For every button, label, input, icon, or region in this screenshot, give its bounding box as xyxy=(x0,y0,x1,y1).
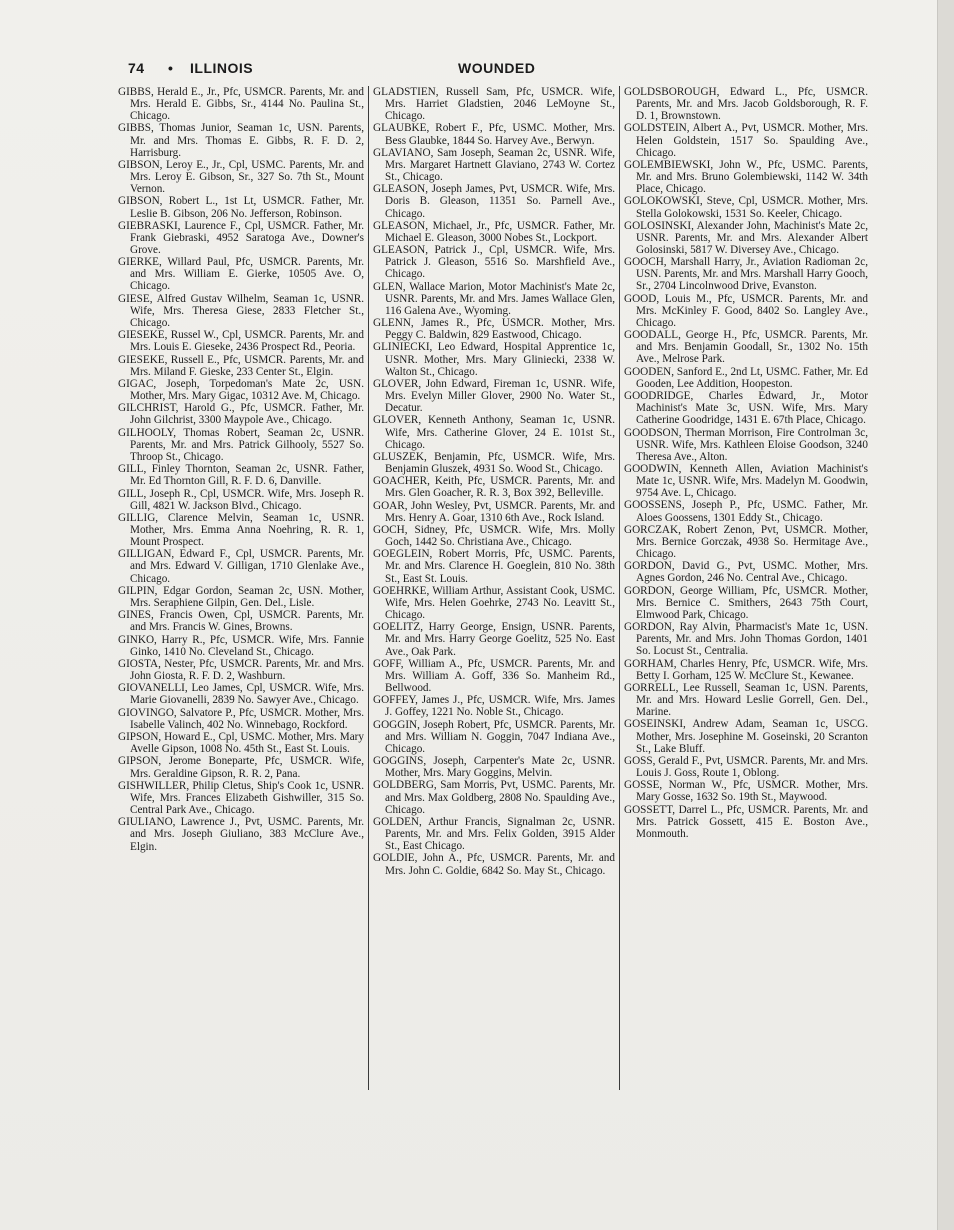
casualty-entry: GIBBS, Thomas Junior, Seaman 1c, USN. Parents, Mr. and Mrs. Thomas E. Gibbs, R. F. D. 2, Harrisburg. xyxy=(118,122,364,159)
casualty-entry: GOODRIDGE, Charles Edward, Jr., Motor Machinist's Mate 3c, USN. Wife, Mrs. Mary Catherine Goodridge, 1431 E. 67th Place, Chicago. xyxy=(624,390,868,427)
casualty-entry: GORRELL, Lee Russell, Seaman 1c, USN. Parents, Mr. and Mrs. Howard Leslie Gorrell, Gen. Del., Marine. xyxy=(624,681,868,719)
casualty-entry: GILCHRIST, Harold G., Pfc, USMCR. Father, Mr. John Gilchrist, 3300 Maypole Ave., Chicago. xyxy=(118,402,364,427)
casualty-entry: GLEASON, Michael, Jr., Pfc, USMCR. Father, Mr. Michael E. Gleason, 3000 Nobes St., Lockport. xyxy=(373,219,615,244)
casualty-entry: GILLIGAN, Edward F., Cpl, USMCR. Parents, Mr. and Mrs. Edward V. Gilligan, 1710 Glenlake Ave., Chicago. xyxy=(118,548,364,585)
casualty-entry: GLUSZEK, Benjamin, Pfc, USMCR. Wife, Mrs. Benjamin Gluszek, 4931 So. Wood St., Chicago. xyxy=(373,450,615,475)
casualty-entry: GOLDEN, Arthur Francis, Signalman 2c, USNR. Parents, Mr. and Mrs. Felix Golden, 3915 Alder St., East Chicago. xyxy=(373,815,615,853)
casualty-entry: GLEASON, Patrick J., Cpl, USMCR. Wife, Mrs. Patrick J. Gleason, 5516 So. Marshfield Ave., Chicago. xyxy=(373,244,615,281)
column-3 xyxy=(624,86,868,840)
casualty-entry: GOAR, John Wesley, Pvt, USMCR. Parents, Mr. and Mrs. Henry A. Goar, 1310 6th Ave., Rock Island. xyxy=(373,499,615,524)
casualty-entry: GOEGLEIN, Robert Morris, Pfc, USMC. Parents, Mr. and Mrs. Clarence H. Goeglein, 810 No. 38th St., East St. Louis. xyxy=(373,548,615,585)
casualty-entry: GLEASON, Joseph James, Pvt, USMCR. Wife, Mrs. Doris B. Gleason, 11351 So. Parnell Ave., Chicago. xyxy=(373,183,615,220)
casualty-entry: GORCZAK, Robert Zenon, Pvt, USMCR. Mother, Mrs. Bernice Gorczak, 4938 So. Hermitage Ave., Chicago. xyxy=(624,523,868,560)
casualty-entry: GINKO, Harry R., Pfc, USMCR. Wife, Mrs. Fannie Ginko, 1410 No. Cleveland St., Chicago. xyxy=(118,633,364,658)
header-bullet: • xyxy=(168,60,174,76)
casualty-entry: GOLDIE, John A., Pfc, USMCR. Parents, Mr. and Mrs. John C. Goldie, 6842 So. May St., Chicago. xyxy=(373,852,615,877)
casualty-entry: GOLDBERG, Sam Morris, Pvt, USMC. Parents, Mr. and Mrs. Max Goldberg, 2808 No. Spaulding Ave., Chicago. xyxy=(373,779,615,816)
casualty-entry: GIESE, Alfred Gustav Wilhelm, Seaman 1c, USNR. Wife, Mrs. Theresa Giese, 2833 Fletcher St., Chicago. xyxy=(118,292,364,329)
column-1 xyxy=(118,86,364,853)
state-title: ILLINOIS xyxy=(190,60,254,76)
casualty-entry: GLAUBKE, Robert F., Pfc, USMC. Mother, Mrs. Bess Glaubke, 1844 So. Harvey Ave., Berwyn. xyxy=(373,122,615,147)
casualty-entry: GOOSSENS, Joseph P., Pfc, USMC. Father, Mr. Aloes Goossens, 1301 Eddy St., Chicago. xyxy=(624,499,868,524)
casualty-entry: GIBBS, Herald E., Jr., Pfc, USMCR. Parents, Mr. and Mrs. Herald E. Gibbs, Sr., 4144 No. Paulina St., Chicago. xyxy=(118,86,364,123)
casualty-entry: GORDON, David G., Pvt, USMC. Mother, Mrs. Agnes Gordon, 246 No. Central Ave., Chicago. xyxy=(624,560,868,585)
column-2 xyxy=(373,86,615,877)
casualty-entry: GIESEKE, Russel W., Cpl, USMCR. Parents, Mr. and Mrs. Louis E. Gieseke, 2436 Prospect Rd., Peoria. xyxy=(118,329,364,354)
casualty-entry: GILPIN, Edgar Gordon, Seaman 2c, USN. Mother, Mrs. Seraphiene Gilpin, Gen. Del., Lisle. xyxy=(118,584,364,609)
casualty-entry: GIBSON, Leroy E., Jr., Cpl, USMC. Parents, Mr. and Mrs. Leroy E. Gibson, Sr., 327 So. 7th St., Mount Vernon. xyxy=(118,158,364,196)
casualty-entry: GOLDSTEIN, Albert A., Pvt, USMCR. Mother, Mrs. Helen Goldstein, 1517 So. Spaulding Ave., Chicago. xyxy=(624,122,868,159)
casualty-entry: GLADSTIEN, Russell Sam, Pfc, USMCR. Wife, Mrs. Harriet Gladstien, 2046 LeMoyne St., Chicago. xyxy=(373,86,615,123)
casualty-entry: GOLDSBOROUGH, Edward L., Pfc, USMCR. Parents, Mr. and Mrs. Jacob Goldsborough, R. F. D. 1, Brownstown. xyxy=(624,86,868,123)
column-divider xyxy=(619,86,620,1090)
casualty-entry: GIOSTA, Nester, Pfc, USMCR. Parents, Mr. and Mrs. John Giosta, R. F. D. 2, Washburn. xyxy=(118,657,364,683)
casualty-entry: GORDON, Ray Alvin, Pharmacist's Mate 1c, USN. Parents, Mr. and Mrs. John Thomas Gordon, 1401 So. Locust St., Centralia. xyxy=(624,621,868,658)
casualty-entry: GOGGIN, Joseph Robert, Pfc, USMCR. Parents, Mr. and Mrs. William N. Goggin, 7047 Indiana Ave., Chicago. xyxy=(373,718,615,755)
casualty-entry: GILLIG, Clarence Melvin, Seaman 1c, USNR. Mother, Mrs. Emma Anna Noehring, R. R. 1, Mount Prospect. xyxy=(118,511,364,549)
casualty-entry: GOFF, William A., Pfc, USMCR. Parents, Mr. and Mrs. William A. Goff, 336 So. Manheim Rd., Bellwood. xyxy=(373,657,615,694)
casualty-entry: GLEN, Wallace Marion, Motor Machinist's Mate 2c, USNR. Parents, Mr. and Mrs. James Wallace Glen, 116 Galena Ave., Wyoming. xyxy=(373,280,615,317)
column-divider xyxy=(368,86,369,1090)
casualty-entry: GOODSON, Therman Morrison, Fire Controlman 3c, USNR. Wife, Mrs. Kathleen Eloise Goodson, 3240 Theresa Ave., Alton. xyxy=(624,426,868,463)
casualty-entry: GOODWIN, Kenneth Allen, Aviation Machinist's Mate 1c, USNR. Wife, Mrs. Madelyn M. Goodwin, 9754 Ave. L, Chicago. xyxy=(624,462,868,500)
casualty-entry: GOSS, Gerald F., Pvt, USMCR. Parents, Mr. and Mrs. Louis J. Goss, Route 1, Oblong. xyxy=(624,754,868,779)
casualty-entry: GIPSON, Jerome Boneparte, Pfc, USMCR. Wife, Mrs. Geraldine Gipson, R. R. 2, Pana. xyxy=(118,755,364,780)
casualty-entry: GILHOOLY, Thomas Robert, Seaman 2c, USNR. Parents, Mr. and Mrs. Patrick Gilhooly, 5527 So. Throop St., Chicago. xyxy=(118,426,364,463)
casualty-entry: GIESEKE, Russell E., Pfc, USMCR. Parents, Mr. and Mrs. Miland F. Gieske, 233 Center St., Elgin. xyxy=(118,353,364,378)
casualty-entry: GOEHRKE, William Arthur, Assistant Cook, USMC. Wife, Mrs. Helen Goehrke, 2743 No. Leavitt St., Chicago. xyxy=(373,584,615,622)
casualty-entry: GOLOSINSKI, Alexander John, Machinist's Mate 2c, USNR. Parents, Mr. and Mrs. Alexander Albert Golosinski, 5817 W. Diversey Ave., Chicago. xyxy=(624,219,868,256)
page-header xyxy=(128,60,868,80)
casualty-entry: GLAVIANO, Sam Joseph, Seaman 2c, USNR. Wife, Mrs. Margaret Hartnett Glaviano, 2743 W. Cortez St., Chicago. xyxy=(373,146,615,184)
casualty-entry: GOLOKOWSKI, Steve, Cpl, USMCR. Mother, Mrs. Stella Golokowski, 1531 So. Keeler, Chicago. xyxy=(624,195,868,220)
casualty-entry: GOSSETT, Darrel L., Pfc, USMCR. Parents, Mr. and Mrs. Patrick Gossett, 415 E. Boston Ave., Monmouth. xyxy=(624,803,868,840)
casualty-entry: GIPSON, Howard E., Cpl, USMC. Mother, Mrs. Mary Avelle Gipson, 1008 No. 45th St., East St. Louis. xyxy=(118,731,364,756)
casualty-entry: GINES, Francis Owen, Cpl, USMCR. Parents, Mr. and Mrs. Francis W. Gines, Browns. xyxy=(118,609,364,634)
casualty-entry: GOODEN, Sanford E., 2nd Lt, USMC. Father, Mr. Ed Gooden, Lee Addition, Hoopeston. xyxy=(624,365,868,390)
casualty-entry: GOSSE, Norman W., Pfc, USMCR. Mother, Mrs. Mary Gosse, 1632 So. 19th St., Maywood. xyxy=(624,779,868,804)
page-edge xyxy=(937,0,954,1230)
casualty-entry: GORDON, George William, Pfc, USMCR. Mother, Mrs. Bernice C. Smithers, 2643 75th Court, Elmwood Park, Chicago. xyxy=(624,584,868,621)
casualty-entry: GIBSON, Robert L., 1st Lt, USMCR. Father, Mr. Leslie B. Gibson, 206 No. Jefferson, Robinson. xyxy=(118,195,364,220)
casualty-entry: GOELITZ, Harry George, Ensign, USNR. Parents, Mr. and Mrs. Harry George Goelitz, 525 No. East Ave., Oak Park. xyxy=(373,621,615,658)
casualty-entry: GLOVER, John Edward, Fireman 1c, USNR. Wife, Mrs. Evelyn Miller Glover, 2900 No. Water St., Decatur. xyxy=(373,377,615,415)
casualty-entry: GOLEMBIEWSKI, John W., Pfc, USMC. Parents, Mr. and Mrs. Bruno Golembiewski, 1142 W. 34th Place, Chicago. xyxy=(624,158,868,196)
casualty-entry: GIGAC, Joseph, Torpedoman's Mate 2c, USN. Mother, Mrs. Mary Gigac, 10312 Ave. M, Chicago. xyxy=(118,377,364,403)
casualty-entry: GILL, Finley Thornton, Seaman 2c, USNR. Father, Mr. Ed Thornton Gill, R. F. D. 6, Danville. xyxy=(118,463,364,488)
casualty-entry: GISHWILLER, Philip Cletus, Ship's Cook 1c, USNR. Wife, Mrs. Frances Elizabeth Gishwiller, 315 So. Central Park Ave., Chicago. xyxy=(118,779,364,817)
casualty-entry: GILL, Joseph R., Cpl, USMCR. Wife, Mrs. Joseph R. Gill, 4821 W. Jackson Blvd., Chicago. xyxy=(118,487,364,512)
page-number: 74 xyxy=(128,60,145,76)
casualty-entry: GIERKE, Willard Paul, Pfc, USMCR. Parents, Mr. and Mrs. William E. Gierke, 10505 Ave. O, Chicago. xyxy=(118,256,364,293)
casualty-entry: GOCH, Sidney, Pfc, USMCR. Wife, Mrs. Molly Goch, 1442 So. Christiana Ave., Chicago. xyxy=(373,524,615,549)
casualty-entry: GOSEINSKI, Andrew Adam, Seaman 1c, USCG. Mother, Mrs. Josephine M. Goseinski, 20 Scranton St., Lake Bluff. xyxy=(624,718,868,755)
casualty-entry: GLENN, James R., Pfc, USMCR. Mother, Mrs. Peggy C. Baldwin, 829 Eastwood, Chicago. xyxy=(373,317,615,342)
casualty-entry: GIULIANO, Lawrence J., Pvt, USMC. Parents, Mr. and Mrs. Joseph Giuliano, 383 McClure Ave., Elgin. xyxy=(118,816,364,853)
section-title: WOUNDED xyxy=(458,60,536,76)
casualty-entry: GIEBRASKI, Laurence F., Cpl, USMCR. Father, Mr. Frank Giebraski, 4952 Saratoga Ave., Downer's Grove. xyxy=(118,219,364,256)
casualty-entry: GIOVANELLI, Leo James, Cpl, USMCR. Wife, Mrs. Marie Giovanelli, 2839 No. Sawyer Ave., Chicago. xyxy=(118,682,364,707)
casualty-entry: GOOCH, Marshall Harry, Jr., Aviation Radioman 2c, USN. Parents, Mr. and Mrs. Marshall Harry Gooch, Sr., 2704 Lincolnwood Drive, Evanston. xyxy=(624,256,868,293)
casualty-entry: GLINIECKI, Leo Edward, Hospital Apprentice 1c, USNR. Mother, Mrs. Mary Gliniecki, 2338 W. Walton St., Chicago. xyxy=(373,341,615,378)
casualty-entry: GOGGINS, Joseph, Carpenter's Mate 2c, USNR. Mother, Mrs. Mary Goggins, Melvin. xyxy=(373,755,615,780)
casualty-entry: GOOD, Louis M., Pfc, USMCR. Parents, Mr. and Mrs. McKinley F. Good, 8402 So. Langley Ave., Chicago. xyxy=(624,292,868,329)
casualty-entry: GOACHER, Keith, Pfc, USMCR. Parents, Mr. and Mrs. Glen Goacher, R. R. 3, Box 392, Belleville. xyxy=(373,475,615,500)
casualty-entry: GLOVER, Kenneth Anthony, Seaman 1c, USNR. Wife, Mrs. Catherine Glover, 24 E. 101st St., Chicago. xyxy=(373,414,615,451)
casualty-entry: GOODALL, George H., Pfc, USMCR. Parents, Mr. and Mrs. Benjamin Goodall, Sr., 1302 No. 15th Ave., Melrose Park. xyxy=(624,329,868,366)
casualty-entry: GOFFEY, James J., Pfc, USMCR. Wife, Mrs. James J. Goffey, 1221 No. Noble St., Chicago. xyxy=(373,694,615,719)
casualty-entry: GORHAM, Charles Henry, Pfc, USMCR. Wife, Mrs. Betty I. Gorham, 125 W. McClure St., Kewanee. xyxy=(624,657,868,682)
casualty-entry: GIOVINGO, Salvatore P., Pfc, USMCR. Mother, Mrs. Isabelle Valinch, 402 No. Winnebago, Rockford. xyxy=(118,706,364,731)
